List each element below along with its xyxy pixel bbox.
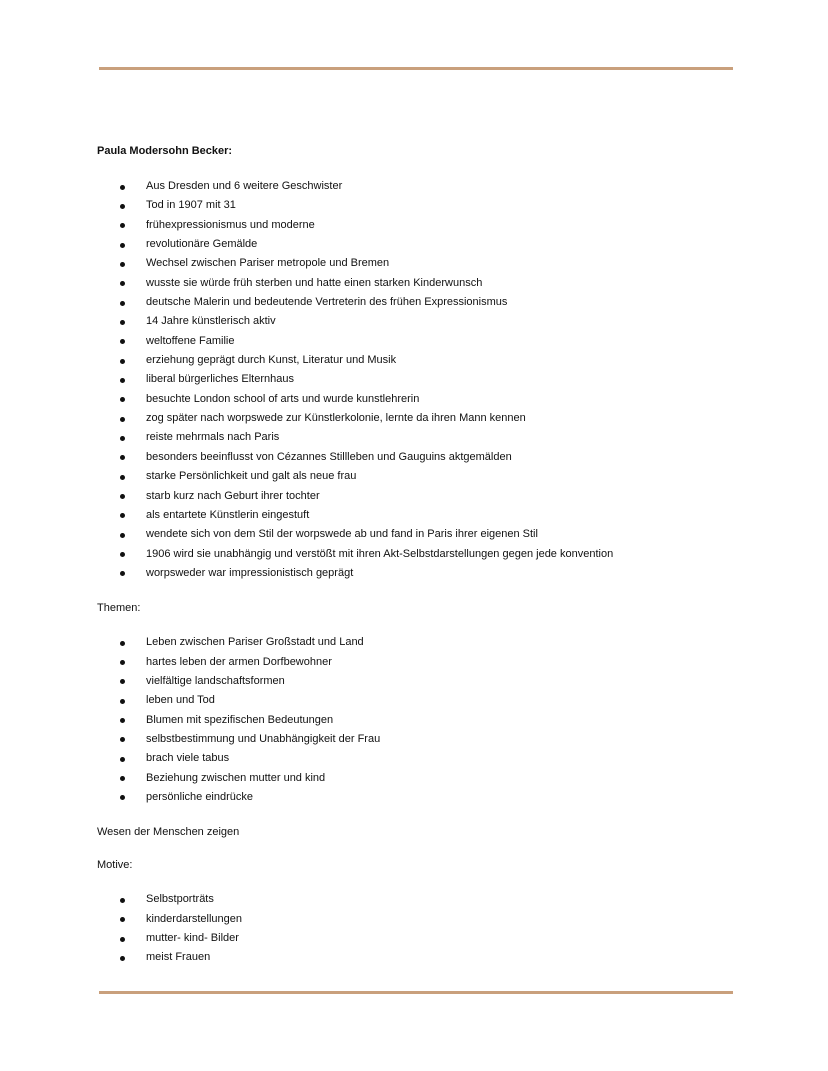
list-item <box>97 653 747 672</box>
list-item-text: reiste mehrmals nach Paris <box>146 431 280 444</box>
bullet-icon <box>120 397 125 402</box>
themes-heading: Themen: <box>97 602 141 615</box>
bullet-icon <box>120 185 125 190</box>
list-item-text: frühexpressionismus und moderne <box>146 218 315 231</box>
list-item-text: als entartete Künstlerin eingestuft <box>146 508 310 521</box>
motifs-list <box>97 890 747 967</box>
list-item-text: meist Frauen <box>146 951 211 964</box>
bullet-icon <box>120 956 125 961</box>
bullet-icon <box>120 436 125 441</box>
list-item <box>97 749 747 768</box>
list-item-text: wendete sich von dem Stil der worpswede ab und fand in Paris ihrer eigenen Stil <box>146 528 538 541</box>
list-item <box>97 788 747 807</box>
bullet-icon <box>120 359 125 364</box>
bullet-icon <box>120 937 125 942</box>
list-item-text: brach viele tabus <box>146 752 230 765</box>
list-item <box>97 448 747 467</box>
list-item <box>97 216 747 235</box>
bullet-icon <box>120 571 125 576</box>
list-item-text: persönliche eindrücke <box>146 790 254 803</box>
bullet-icon <box>120 262 125 267</box>
bullet-icon <box>120 455 125 460</box>
bullet-icon <box>120 757 125 762</box>
list-item <box>97 351 747 370</box>
list-item <box>97 564 747 583</box>
bullet-icon <box>120 320 125 325</box>
list-item <box>97 487 747 506</box>
bullet-icon <box>120 494 125 499</box>
list-item-text: 14 Jahre künstlerisch aktiv <box>146 315 276 328</box>
bullet-icon <box>120 917 125 922</box>
list-item-text: revolutionäre Gemälde <box>146 238 258 251</box>
list-item <box>97 196 747 215</box>
list-item <box>97 545 747 564</box>
list-item-text: leben und Tod <box>146 694 215 707</box>
list-item <box>97 254 747 273</box>
list-item <box>97 312 747 331</box>
bullet-icon <box>120 204 125 209</box>
list-item-text: wusste sie würde früh sterben und hatte einen starken Kinderwunsch <box>146 276 483 289</box>
bullet-icon <box>120 417 125 422</box>
list-item-text: besonders beeinflusst von Cézannes Stillleben und Gauguins aktgemälden <box>146 450 512 463</box>
bullet-icon <box>120 475 125 480</box>
bullet-icon <box>120 552 125 557</box>
list-item <box>97 730 747 749</box>
bullet-icon <box>120 223 125 228</box>
list-item-text: worpsweder war impressionistisch geprägt <box>146 566 354 579</box>
list-item <box>97 390 747 409</box>
list-item-text: Tod in 1907 mit 31 <box>146 199 236 212</box>
list-item <box>97 525 747 544</box>
bullet-icon <box>120 339 125 344</box>
bullet-icon <box>120 533 125 538</box>
list-item-text: liberal bürgerliches Elternhaus <box>146 373 294 386</box>
list-item-text: Beziehung zwischen mutter und kind <box>146 771 326 784</box>
list-item <box>97 428 747 447</box>
list-item-text: weltoffene Familie <box>146 334 235 347</box>
list-item-text: Leben zwischen Pariser Großstadt und Land <box>146 636 364 649</box>
list-item-text: 1906 wird sie unabhängig und verstößt mit ihren Akt-Selbstdarstellungen gegen jede konvention <box>146 547 614 560</box>
bullet-icon <box>120 795 125 800</box>
document-body <box>97 143 747 968</box>
list-item <box>97 177 747 196</box>
essence-text: Wesen der Menschen zeigen <box>97 826 240 839</box>
list-item-text: zog später nach worpswede zur Künstlerkolonie, lernte da ihren Mann kennen <box>146 412 526 425</box>
list-item <box>97 467 747 486</box>
list-item-text: deutsche Malerin und bedeutende Vertreterin des frühen Expressionismus <box>146 296 508 309</box>
list-item <box>97 691 747 710</box>
list-item <box>97 910 747 929</box>
motifs-heading: Motive: <box>97 859 133 872</box>
list-item <box>97 890 747 909</box>
themes-list <box>97 633 747 807</box>
page-title: Paula Modersohn Becker: <box>97 145 233 157</box>
facts-list <box>97 177 747 583</box>
bullet-icon <box>120 776 125 781</box>
list-item-text: Blumen mit spezifischen Bedeutungen <box>146 713 334 726</box>
list-item <box>97 274 747 293</box>
list-item-text: vielfältige landschaftsformen <box>146 674 285 687</box>
list-item-text: starke Persönlichkeit und galt als neue frau <box>146 470 357 483</box>
list-item <box>97 370 747 389</box>
bullet-icon <box>120 679 125 684</box>
list-item <box>97 929 747 948</box>
bullet-icon <box>120 898 125 903</box>
bullet-icon <box>120 301 125 306</box>
list-item-text: mutter- kind- Bilder <box>146 932 239 944</box>
list-item-text: starb kurz nach Geburt ihrer tochter <box>146 489 320 502</box>
list-item <box>97 293 747 312</box>
list-item-text: Wechsel zwischen Pariser metropole und Bremen <box>146 257 390 270</box>
list-item <box>97 409 747 428</box>
list-item <box>97 711 747 730</box>
bullet-icon <box>120 243 125 248</box>
list-item <box>97 332 747 351</box>
list-item-text: erziehung geprägt durch Kunst, Literatur und Musik <box>146 354 397 367</box>
list-item-text: besuchte London school of arts und wurde kunstlehrerin <box>146 392 420 405</box>
list-item <box>97 506 747 525</box>
bullet-icon <box>120 660 125 665</box>
list-item <box>97 672 747 691</box>
list-item-text: hartes leben der armen Dorfbewohner <box>146 655 332 668</box>
list-item <box>97 948 747 967</box>
bullet-icon <box>120 699 125 704</box>
bottom-divider <box>99 991 733 994</box>
list-item <box>97 235 747 254</box>
top-divider <box>99 67 733 70</box>
list-item-text: Aus Dresden und 6 weitere Geschwister <box>146 180 343 192</box>
bullet-icon <box>120 378 125 383</box>
list-item-text: Selbstporträts <box>146 893 214 906</box>
bullet-icon <box>120 718 125 723</box>
bullet-icon <box>120 281 125 286</box>
bullet-icon <box>120 737 125 742</box>
list-item <box>97 769 747 788</box>
bullet-icon <box>120 513 125 518</box>
list-item-text: selbstbestimmung und Unabhängigkeit der Frau <box>146 732 381 745</box>
bullet-icon <box>120 641 125 646</box>
list-item <box>97 633 747 652</box>
list-item-text: kinderdarstellungen <box>146 912 243 925</box>
